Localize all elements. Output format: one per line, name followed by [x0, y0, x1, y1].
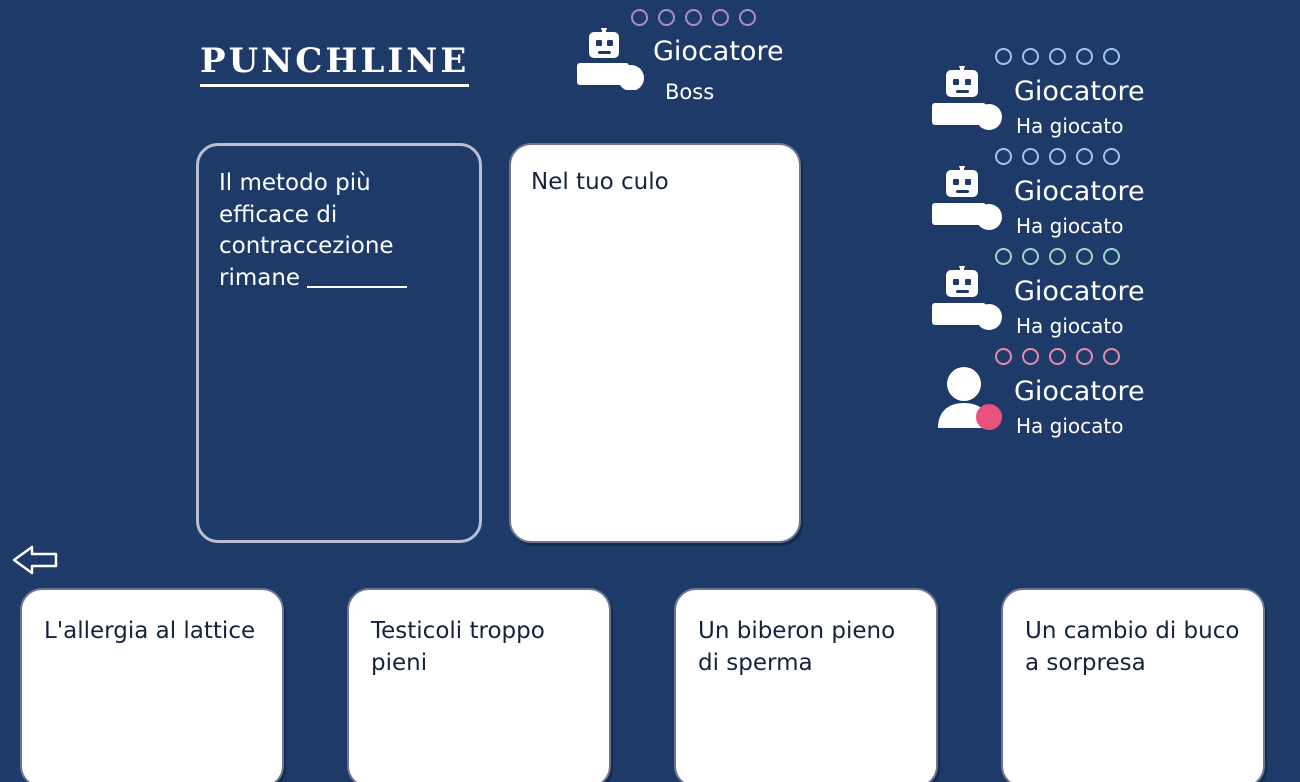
person-icon [930, 366, 1014, 430]
score-dot [685, 9, 702, 26]
player-name: Giocatore [1014, 376, 1145, 407]
robot-icon [930, 266, 1014, 330]
score-dot [995, 148, 1012, 165]
robot-icon [930, 166, 1014, 230]
score-dot [658, 9, 675, 26]
played-card[interactable] [509, 143, 801, 543]
boss-player-name: Giocatore [653, 36, 784, 67]
score-dot [1103, 348, 1120, 365]
player-score-dots [995, 148, 1120, 165]
score-dot [995, 348, 1012, 365]
score-dot [1022, 348, 1039, 365]
player-list [930, 44, 1160, 444]
score-dot [1103, 248, 1120, 265]
player-score-dots [995, 348, 1120, 365]
hand-card-text: L'allergia al lattice [44, 618, 256, 644]
score-dot [1049, 148, 1066, 165]
boss-score-dots [631, 9, 756, 26]
list-item[interactable] [930, 344, 1160, 444]
score-dot [631, 9, 648, 26]
hand-card[interactable] [20, 588, 284, 782]
list-item[interactable] [930, 244, 1160, 344]
score-dot [1022, 248, 1039, 265]
score-dot [1022, 48, 1039, 65]
score-dot [995, 48, 1012, 65]
hand-card[interactable] [674, 588, 938, 782]
prompt-card [196, 143, 482, 543]
player-score-dots [995, 248, 1120, 265]
score-dot [1103, 48, 1120, 65]
boss-player-header [575, 4, 875, 114]
score-dot [1103, 148, 1120, 165]
score-dot [1049, 48, 1066, 65]
hand-card[interactable] [347, 588, 611, 782]
player-status: Ha giocato [1016, 414, 1124, 438]
page-title: PUNCHLINE [200, 44, 469, 87]
score-dot [1076, 148, 1093, 165]
hand-card-text: Un cambio di buco a sorpresa [1025, 618, 1240, 676]
robot-icon [575, 28, 655, 90]
hand-card[interactable] [1001, 588, 1265, 782]
score-dot [1022, 148, 1039, 165]
player-name: Giocatore [1014, 176, 1145, 207]
player-score-dots [995, 48, 1120, 65]
score-dot [1049, 248, 1066, 265]
score-dot [1076, 248, 1093, 265]
score-dot [739, 9, 756, 26]
player-name: Giocatore [1014, 76, 1145, 107]
prompt-card-text: Il metodo più efficace di contraccezione rimane [219, 170, 394, 292]
robot-icon [930, 66, 1014, 130]
list-item[interactable] [930, 44, 1160, 144]
player-status: Ha giocato [1016, 314, 1124, 338]
score-dot [1049, 348, 1066, 365]
player-status: Ha giocato [1016, 214, 1124, 238]
hand-card-text: Un biberon pieno di sperma [698, 618, 896, 676]
back-arrow-icon[interactable] [10, 540, 58, 580]
list-item[interactable] [930, 144, 1160, 244]
boss-role-label: Boss [665, 80, 715, 104]
score-dot [1076, 348, 1093, 365]
player-name: Giocatore [1014, 276, 1145, 307]
prompt-blank [307, 270, 407, 288]
score-dot [1076, 48, 1093, 65]
score-dot [712, 9, 729, 26]
score-dot [995, 248, 1012, 265]
player-status: Ha giocato [1016, 114, 1124, 138]
hand-card-text: Testicoli troppo pieni [371, 618, 545, 676]
played-card-text: Nel tuo culo [531, 169, 669, 195]
